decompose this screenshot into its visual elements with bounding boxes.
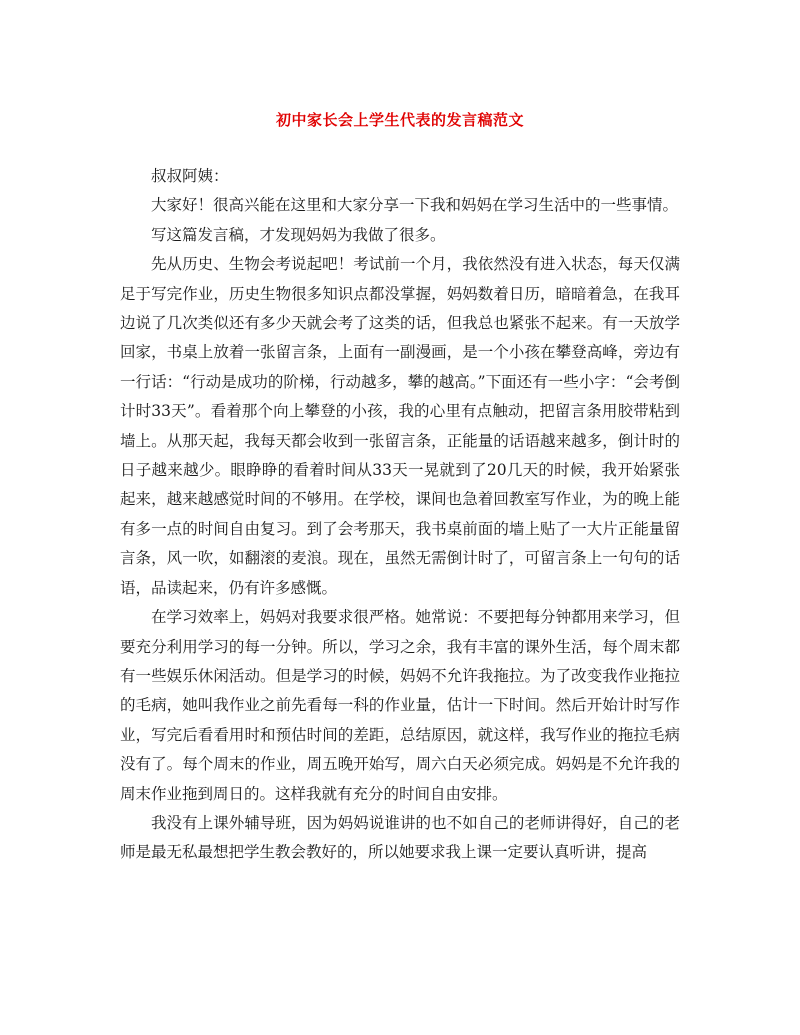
- document-body: [120, 162, 680, 868]
- paragraph-intro: 写这篇发言稿，才发现妈妈为我做了很多。: [151, 225, 446, 244]
- paragraph-study-efficiency: 在学习效率上，妈妈对我要求很严格。她常说：不要把每分钟都用来学习，但要充分利用学习的每一分钟。所以，学习之余，我有丰富的课外生活，每个周末都有一些娱乐休闲活动。但是学习的时候，妈妈不允许我拖拉。为了改变我作业拖拉的毛病，她叫我作业之前先看每一科的作业量，估计一下时间。然后开始计时写作业，写完后看看用时和预估时间的差距，总结原因，就这样，我写作业的拖拉毛病没有了。每个周末的作业，周五晚开始写，周六白天必须完成。妈妈是不允许我的周末作业拖到周日的。这样我就有充分的时间自由安排。: [120, 608, 680, 803]
- paragraph-no-tutoring: 我没有上课外辅导班，因为妈妈说谁讲的也不如自己的老师讲得好，自己的老师是最无私最想把学生教会教好的，所以她要求我上课一定要认真听讲，提高: [120, 813, 680, 862]
- document-title: 初中家长会上学生代表的发言稿范文: [275, 111, 524, 129]
- paragraph-exam-story: 先从历史、生物会考说起吧！考试前一个月，我依然没有进入状态，每天仅满足于写完作业，历史生物很多知识点都没掌握，妈妈数着日历，暗暗着急，在我耳边说了几次类似还有多少天就会考了这类的话，但我总也紧张不起来。有一天放学回家，书桌上放着一张留言条，上面有一副漫画，是一个小孩在攀登高峰，旁边有一行话：“行动是成功的阶梯，行动越多，攀的越高。”下面还有一些小字：“会考倒计时33天”。看着那个向上攀登的小孩，我的心里有点触动，把留言条用胶带粘到墙上。从那天起，我每天都会收到一张留言条，正能量的话语越来越多，倒计时的日子越来越少。眼睁睁的看着时间从33天一晃就到了20几天的时候，我开始紧张起来，越来越感觉时间的不够用。在学校，课间也急着回教室写作业，为的晚上能有多一点的时间自由复习。到了会考那天，我书桌前面的墙上贴了一大片正能量留言条，风一吹，如翻滚的麦浪。现在，虽然无需倒计时了，可留言条上一句句的话语，品读起来，仍有许多感慨。: [120, 255, 680, 597]
- salutation: 叔叔阿姨：: [151, 167, 229, 185]
- paragraph-greeting: 大家好！很高兴能在这里和大家分享一下我和妈妈在学习生活中的一些事情。: [151, 196, 679, 215]
